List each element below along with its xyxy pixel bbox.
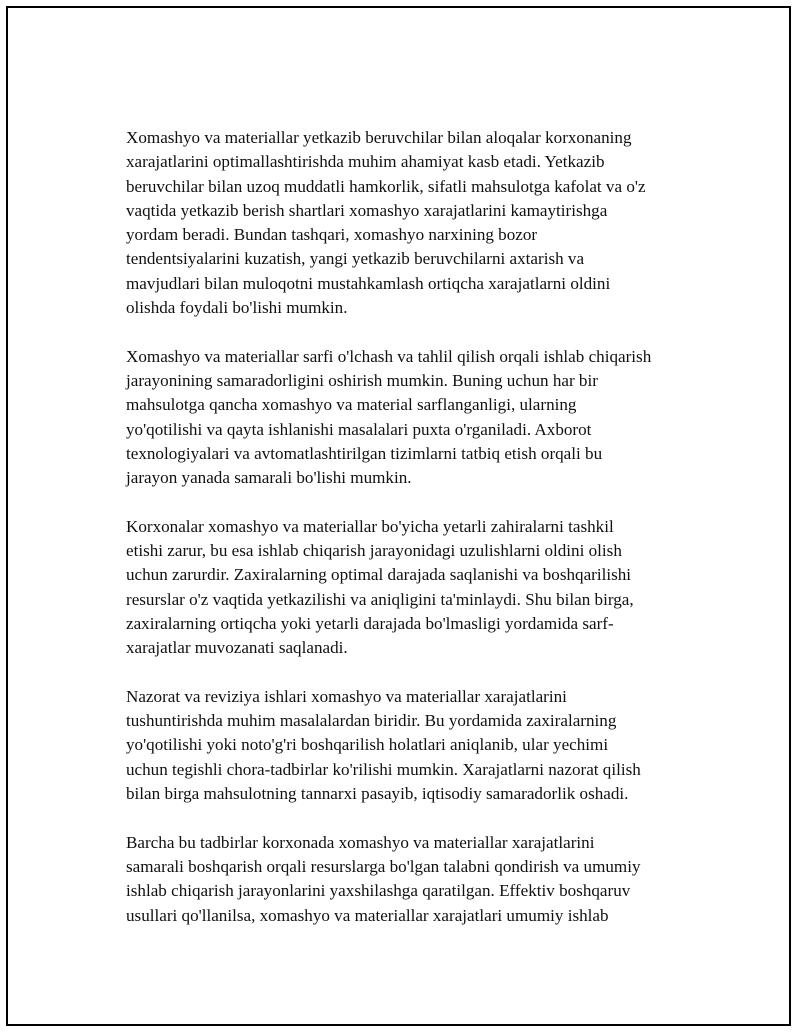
paragraph-reserves: Korxonalar xomashyo va materiallar bo'yicha yetarli zahiralarni tashkil etishi zarur, bu esa ishlab chiqarish jarayonidagi uzulishlarni oldini olish uchun zarurdir. Zaxiralarning optimal darajada saqlanishi va boshqarilishi resurslar o'z vaqtida yetkazilishi va aniqligini ta'minlaydi. Shu bilan birga, zaxiralarning ortiqcha yoki yetarli darajada bo'lmasligi yordamida sarf- xarajatlar muvozanati saqlanadi. — [126, 516, 634, 658]
document-body — [126, 126, 706, 952]
page-frame — [6, 6, 791, 1026]
paragraph-audit-control: Nazorat va reviziya ishlari xomashyo va materiallar xarajatlarini tushuntirishda muhim masalalardan biridir. Bu yordamida zaxiralarning yo'qotilishi yoki noto'g'ri boshqarilish holatlari aniqlanib, ular yechimi uchun tegishli chora-tadbirlar ko'rilishi mumkin. Xarajatlarni nazorat qilish bilan birga mahsulotning tannarxi pasayib, iqtisodiy samaradorlik oshadi. — [126, 686, 641, 804]
paragraph-conclusion: Barcha bu tadbirlar korxonada xomashyo va materiallar xarajatlarini samarali boshqarish orqali resurslarga bo'lgan talabni qondirish va umumiy ishlab chiqarish jarayonlarini yaxshilashga qaratilgan. Effektiv boshqaruv usullari qo'llanilsa, xomashyo va materiallar xarajatlari umumiy ishlab — [126, 832, 641, 925]
paragraph-consumption-analysis: Xomashyo va materiallar sarfi o'lchash va tahlil qilish orqali ishlab chiqarish jarayonining samaradorligini oshirish mumkin. Buning uchun har bir mahsulotga qancha xomashyo va material sarflanganligi, ularning yo'qotilishi va qayta ishlanishi masalalari puxta o'rganiladi. Axborot texnologiyalari va avtomatlashtirilgan tizimlarni tatbiq etish orqali bu jarayon yanada samarali bo'lishi mumkin. — [126, 346, 652, 488]
paragraph-suppliers: Xomashyo va materiallar yetkazib beruvchilar bilan aloqalar korxonaning xarajatlarini optimallashtirishda muhim ahamiyat kasb etadi. Yetkazib beruvchilar bilan uzoq muddatli hamkorlik, sifatli mahsulotga kafolat va o'z vaqtida yetkazib berish shartlari xomashyo xarajatlarini kamaytirishga yordam beradi. Bundan tashqari, xomashyo narxining bozor tendentsiyalarini kuzatish, yangi yetkazib beruvchilarni axtarish va mavjudlari bilan muloqotni mustahkamlash ortiqcha xarajatlarni oldini olishda foydali bo'lishi mumkin. — [126, 128, 646, 318]
